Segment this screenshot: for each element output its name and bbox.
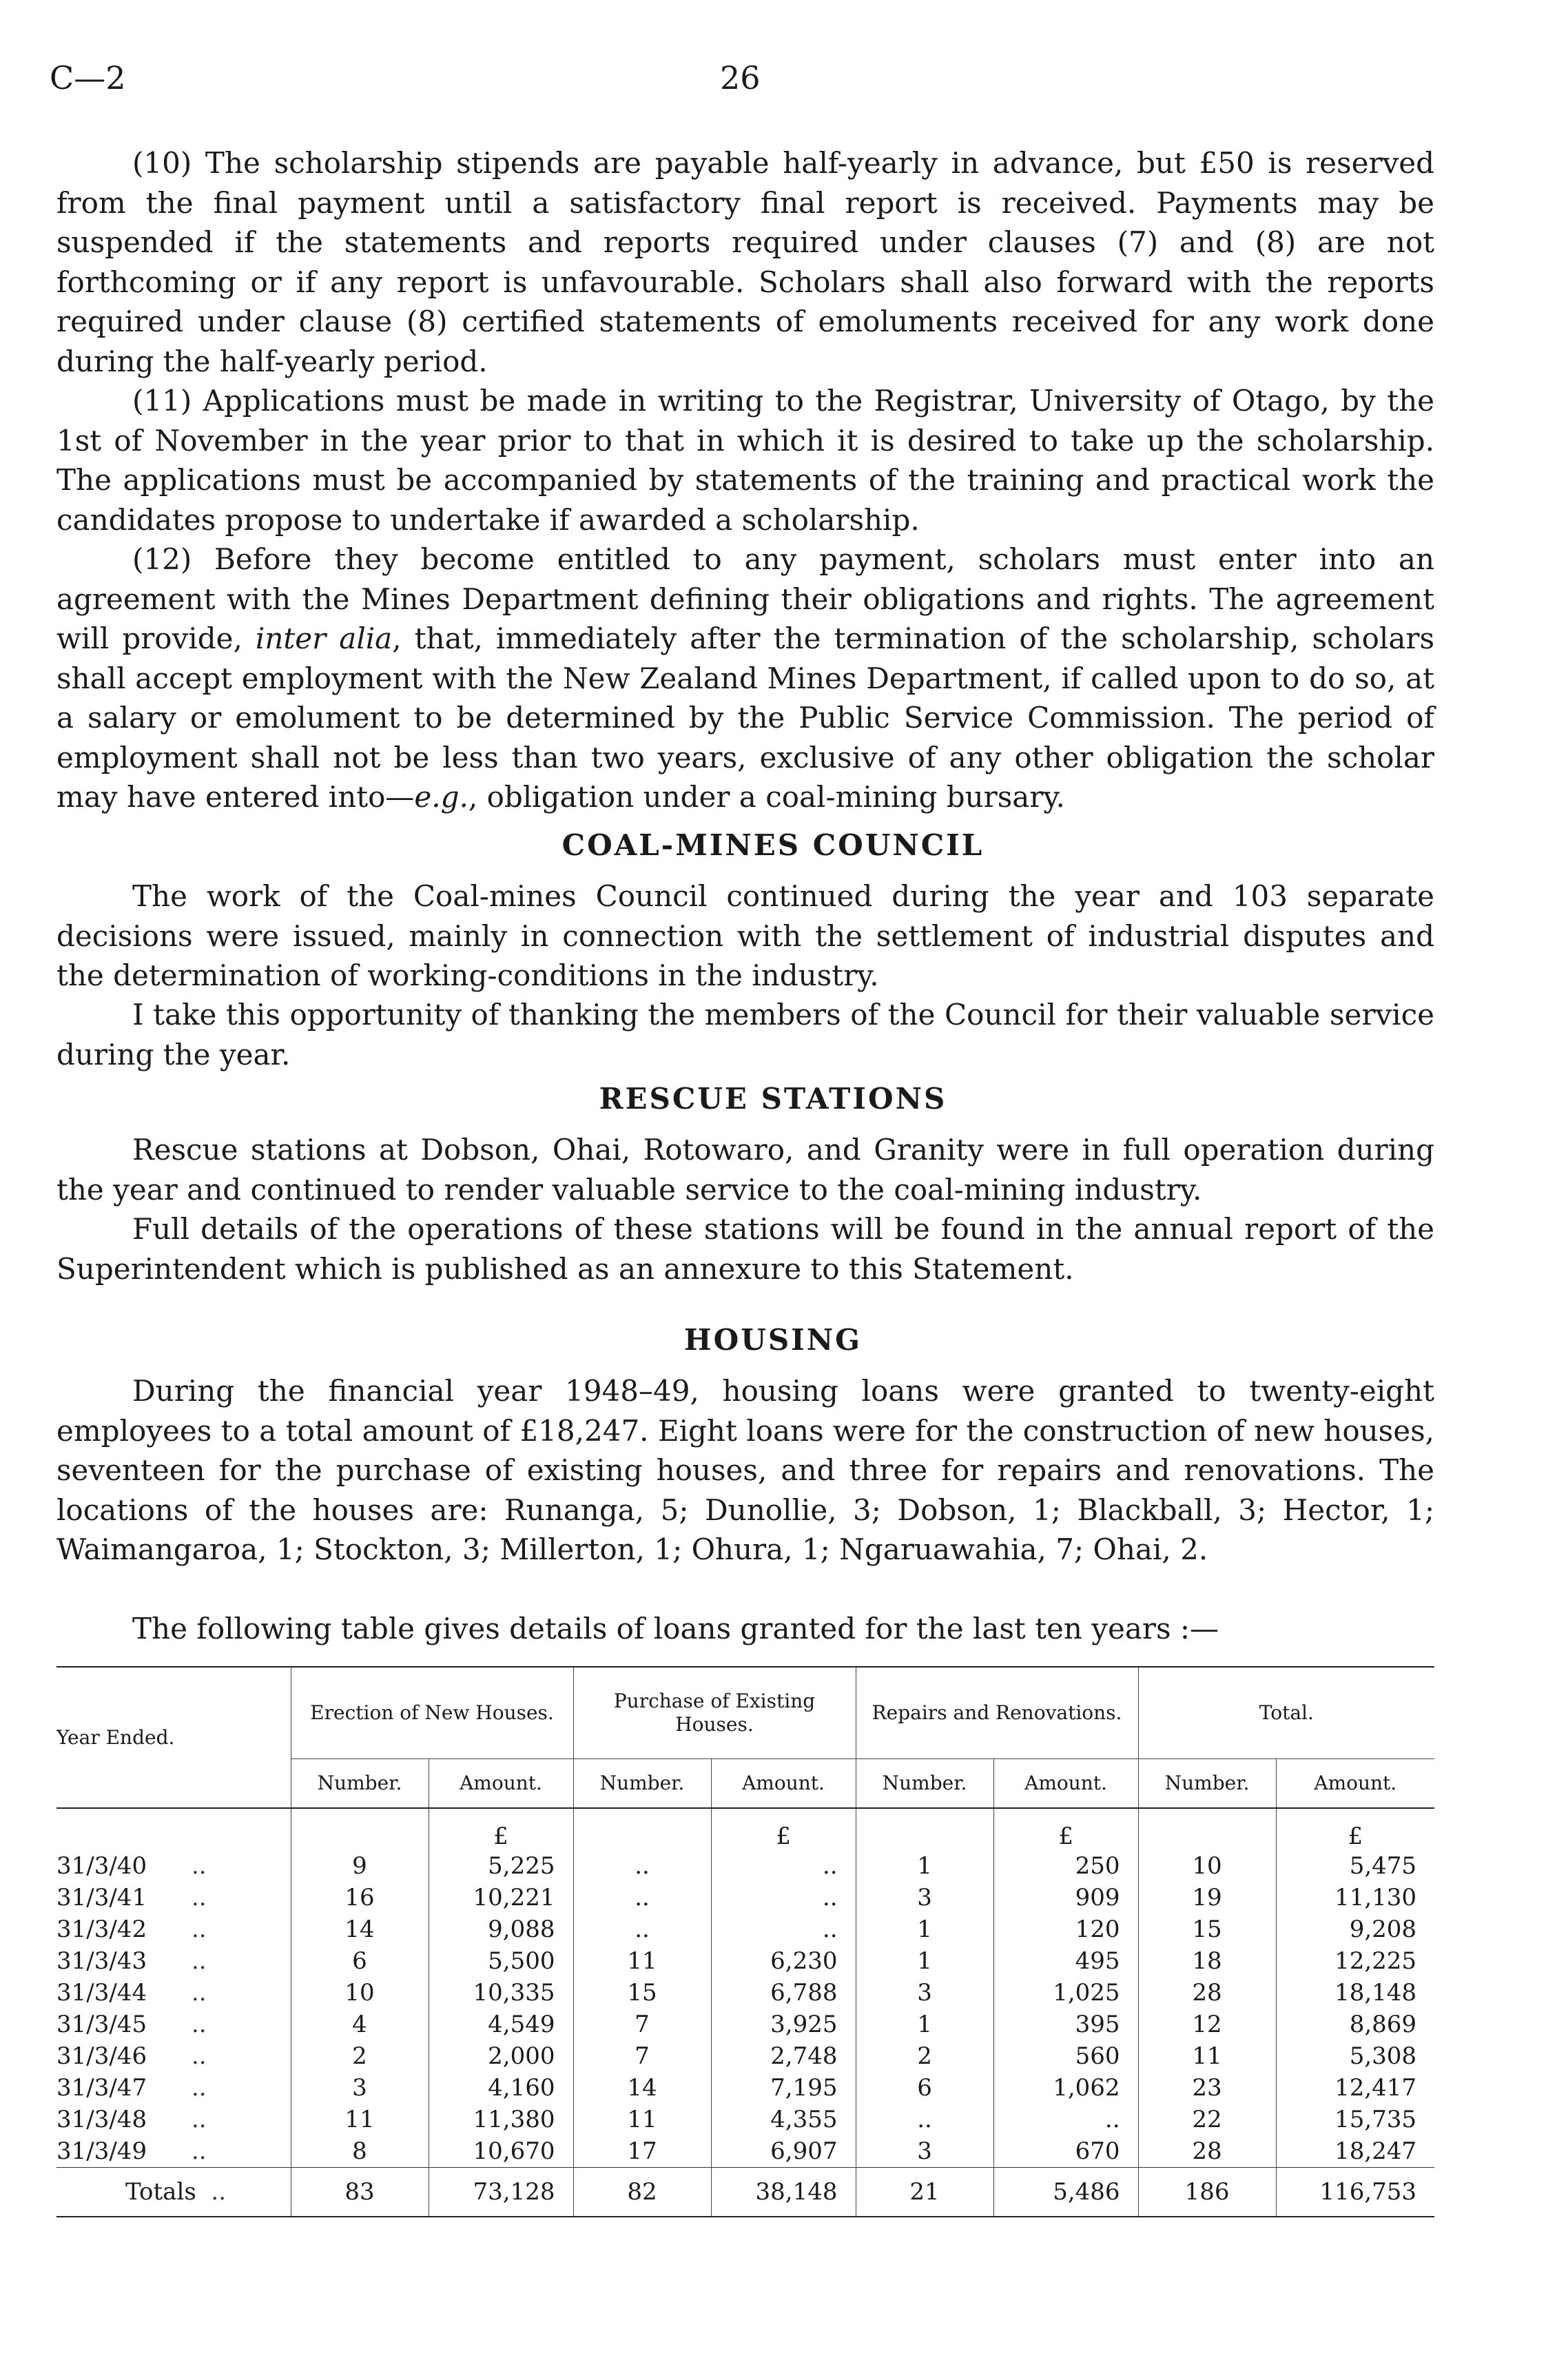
- table-cell: 3: [856, 1882, 993, 1914]
- year-ended-cell: 31/3/47: [56, 2074, 147, 2102]
- dot-leader: ..: [191, 2011, 207, 2038]
- table-row: [56, 1882, 1434, 1914]
- table-cell: 1: [856, 1914, 993, 1945]
- paragraph-12-part-a: (12) Before they become entitled to any payment, scholars must enter into an agreement with the Mines Department defining their obligations and rights. The agreement will provide,: [56, 542, 1434, 655]
- dot-leader: ..: [191, 1852, 207, 1880]
- table-cell: 4: [291, 2009, 429, 2040]
- currency-symbol: £: [429, 1808, 573, 1850]
- coal-paragraph-1: The work of the Coal-mines Council continued during the year and 103 separate decisions were issued, mainly in connection with the settlement of industrial disputes and the determination of working-conditions in the industry.: [56, 879, 1434, 992]
- table-row: [56, 2135, 1434, 2168]
- paragraph-12: [56, 540, 1434, 817]
- table-cell: 18,247: [1276, 2135, 1434, 2168]
- paragraph-12-part-b: , that, immediately after the termination of the scholarship, scholars shall accept employment with the New Zealand Mines Department, if called upon to do so, at a salary or emolument to be determined by the Public Service Commission. The period of employment shall not be less than two years, exclusive of any other obligation the scholar may have entered into—: [56, 622, 1435, 814]
- table-cell: 5,500: [429, 1945, 573, 1977]
- paragraph-10: (10) The scholarship stipends are payable half-yearly in advance, but £50 is reserved from the final payment until a satisfactory final report is received. Payments may be suspended if the statements and reports required under clauses (7) and (8) are not forthcoming or if any report is unfavourable. Scholars shall also forward with the reports required under clause (8) certified statements of emoluments received for any work done during the half-yearly period.: [56, 146, 1434, 378]
- year-ended-cell: 31/3/44: [56, 1979, 147, 2007]
- col-header-repairs: Repairs and Renovations.: [856, 1667, 1138, 1759]
- table-cell: 9,088: [429, 1914, 573, 1945]
- table-cell: 11: [573, 2104, 711, 2135]
- document-code: C—2: [50, 59, 126, 96]
- paragraph-12-part-c: , obligation under a coal-mining bursary.: [468, 780, 1065, 814]
- table-cell: 6: [291, 1945, 429, 1977]
- table-cell: 6: [856, 2072, 993, 2104]
- table-cell: 11: [573, 1945, 711, 1977]
- paragraph-12-eg: e.g.: [414, 780, 468, 814]
- table-cell: 250: [993, 1850, 1138, 1882]
- dot-leader: ..: [211, 2178, 227, 2206]
- table-row: [56, 2040, 1434, 2072]
- year-ended-cell: 31/3/43: [56, 1947, 147, 1975]
- dot-leader: ..: [191, 1916, 207, 1943]
- table-cell: 22: [1138, 2104, 1276, 2135]
- table-cell: ..: [711, 1882, 856, 1914]
- page-number: 26: [720, 59, 761, 96]
- table-cell: 6,230: [711, 1945, 856, 1977]
- table-cell: 560: [993, 2040, 1138, 2072]
- rescue-paragraph-2: Full details of the operations of these stations will be found in the annual report of the Superintendent which is published as an annexure to this Statement.: [56, 1212, 1434, 1286]
- table-cell: 10: [1138, 1850, 1276, 1882]
- table-cell: 3: [291, 2072, 429, 2104]
- table-cell: 7,195: [711, 2072, 856, 2104]
- table-cell: 12,225: [1276, 1945, 1434, 1977]
- table-cell: 1: [856, 2009, 993, 2040]
- rescue-paragraph-1: Rescue stations at Dobson, Ohai, Rotowaro, and Granity were in full operation during the year and continued to render valuable service to the coal-mining industry.: [56, 1133, 1434, 1207]
- dot-leader: ..: [191, 1947, 207, 1975]
- table-cell: 2: [291, 2040, 429, 2072]
- table-cell: 7: [573, 2009, 711, 2040]
- year-ended-cell: 31/3/49: [56, 2137, 147, 2165]
- year-ended-cell: 31/3/42: [56, 1916, 147, 1943]
- year-ended-cell: 31/3/41: [56, 1884, 147, 1911]
- table-cell: 11,380: [429, 2104, 573, 2135]
- year-ended-cell: 31/3/40: [56, 1852, 147, 1880]
- subheader-amount: Amount.: [1276, 1759, 1434, 1809]
- table-cell: 495: [993, 1945, 1138, 1977]
- table-row: [56, 1850, 1434, 1882]
- table-cell: 12: [1138, 2009, 1276, 2040]
- currency-symbol: £: [1276, 1808, 1434, 1850]
- heading-coal-mines-council: COAL-MINES COUNCIL: [561, 828, 985, 862]
- dot-leader: ..: [191, 2106, 207, 2133]
- dot-leader: ..: [191, 2074, 207, 2102]
- table-cell: 14: [573, 2072, 711, 2104]
- col-header-erection: Erection of New Houses.: [291, 1667, 573, 1759]
- table-cell: 8: [291, 2135, 429, 2168]
- dot-leader: ..: [191, 1979, 207, 2007]
- table-cell: 28: [1138, 1977, 1276, 2009]
- table-cell: 19: [1138, 1882, 1276, 1914]
- table-cell: 5,225: [429, 1850, 573, 1882]
- totals-cell: 186: [1138, 2168, 1276, 2217]
- year-ended-cell: 31/3/45: [56, 2011, 147, 2038]
- table-cell: 18,148: [1276, 1977, 1434, 2009]
- table-cell: 11: [291, 2104, 429, 2135]
- totals-cell: 82: [573, 2168, 711, 2217]
- table-cell: 670: [993, 2135, 1138, 2168]
- totals-cell: 73,128: [429, 2168, 573, 2217]
- table-cell: ..: [573, 1882, 711, 1914]
- table-row: [56, 2009, 1434, 2040]
- totals-cell: 21: [856, 2168, 993, 2217]
- table-cell: 2: [856, 2040, 993, 2072]
- table-cell: 120: [993, 1914, 1138, 1945]
- currency-symbol: £: [711, 1808, 856, 1850]
- table-cell: 15: [573, 1977, 711, 2009]
- table-cell: 17: [573, 2135, 711, 2168]
- table-cell: 7: [573, 2040, 711, 2072]
- totals-label: Totals: [125, 2178, 196, 2206]
- table-cell: 11: [1138, 2040, 1276, 2072]
- table-cell: 3,925: [711, 2009, 856, 2040]
- table-cell: 9,208: [1276, 1914, 1434, 1945]
- table-cell: 8,869: [1276, 2009, 1434, 2040]
- col-header-total: Total.: [1138, 1667, 1434, 1759]
- dot-leader: ..: [191, 2042, 207, 2070]
- table-cell: 5,475: [1276, 1850, 1434, 1882]
- table-cell: ..: [711, 1850, 856, 1882]
- currency-symbol: £: [993, 1808, 1138, 1850]
- table-cell: 1,062: [993, 2072, 1138, 2104]
- totals-row: [56, 2168, 1434, 2217]
- table-cell: 1,025: [993, 1977, 1138, 2009]
- table-cell: 2,000: [429, 2040, 573, 2072]
- table-cell: ..: [573, 1914, 711, 1945]
- table-cell: 15: [1138, 1914, 1276, 1945]
- table-cell: 3: [856, 1977, 993, 2009]
- table-cell: ..: [856, 2104, 993, 2135]
- table-cell: 18: [1138, 1945, 1276, 1977]
- table-cell: 6,788: [711, 1977, 856, 2009]
- table-cell: 4,355: [711, 2104, 856, 2135]
- table-row: [56, 2072, 1434, 2104]
- table-cell: 9: [291, 1850, 429, 1882]
- subheader-number: Number.: [573, 1759, 711, 1809]
- subheader-amount: Amount.: [711, 1759, 856, 1809]
- table-cell: 15,735: [1276, 2104, 1434, 2135]
- year-ended-cell: 31/3/48: [56, 2106, 147, 2133]
- paragraph-11: (11) Applications must be made in writing to the Registrar, University of Otago, by the 1st of November in the year prior to that in which it is desired to take up the scholarship. The applications must be accompanied by statements of the training and practical work the candidates propose to undertake if awarded a scholarship.: [56, 384, 1434, 537]
- subheader-amount: Amount.: [429, 1759, 573, 1809]
- subheader-number: Number.: [291, 1759, 429, 1809]
- table-cell: 23: [1138, 2072, 1276, 2104]
- table-cell: 16: [291, 1882, 429, 1914]
- table-cell: 3: [856, 2135, 993, 2168]
- totals-cell: 5,486: [993, 2168, 1138, 2217]
- table-cell: 395: [993, 2009, 1138, 2040]
- subheader-number: Number.: [1138, 1759, 1276, 1809]
- housing-loans-table: [56, 1666, 1434, 2217]
- currency-row: [56, 1808, 1434, 1850]
- table-row: [56, 1914, 1434, 1945]
- table-cell: 5,308: [1276, 2040, 1434, 2072]
- table-cell: ..: [993, 2104, 1138, 2135]
- table-row: [56, 1945, 1434, 1977]
- col-header-year: Year Ended.: [56, 1667, 291, 1808]
- totals-cell: 116,753: [1276, 2168, 1434, 2217]
- table-cell: 2,748: [711, 2040, 856, 2072]
- table-cell: 10,221: [429, 1882, 573, 1914]
- housing-paragraph-1: During the financial year 1948–49, housing loans were granted to twenty-eight employees to a total amount of £18,247. Eight loans were for the construction of new houses, seventeen for the purchase of existing houses, and three for repairs and renovations. The locations of the houses are: Runanga, 5; Dunollie, 3; Dobson, 1; Blackball, 3; Hector, 1; Waimangaroa, 1; Stockton, 3; Millerton, 1; Ohura, 1; Ngaruawahia, 7; Ohai, 2.: [56, 1374, 1434, 1566]
- table-cell: 4,160: [429, 2072, 573, 2104]
- table-cell: 6,907: [711, 2135, 856, 2168]
- coal-paragraph-2: I take this opportunity of thanking the members of the Council for their valuable service during the year.: [56, 998, 1434, 1071]
- table-row: [56, 1977, 1434, 2009]
- heading-housing: HOUSING: [683, 1323, 863, 1357]
- housing-paragraph-2: The following table gives details of loans granted for the last ten years :—: [132, 1612, 1219, 1645]
- subheader-number: Number.: [856, 1759, 993, 1809]
- table-cell: 12,417: [1276, 2072, 1434, 2104]
- table-cell: 14: [291, 1914, 429, 1945]
- dot-leader: ..: [191, 2137, 207, 2165]
- table-cell: 10,335: [429, 1977, 573, 2009]
- col-header-purchase: Purchase of Existing Houses.: [573, 1667, 856, 1759]
- table-cell: 10: [291, 1977, 429, 2009]
- table-cell: 4,549: [429, 2009, 573, 2040]
- year-ended-cell: 31/3/46: [56, 2042, 147, 2070]
- totals-cell: 83: [291, 2168, 429, 2217]
- table-row: [56, 2104, 1434, 2135]
- table-cell: 28: [1138, 2135, 1276, 2168]
- heading-rescue-stations: RESCUE STATIONS: [599, 1082, 947, 1116]
- table-cell: 1: [856, 1850, 993, 1882]
- paragraph-12-italic: inter alia: [255, 622, 393, 655]
- table-cell: ..: [573, 1850, 711, 1882]
- totals-cell: 38,148: [711, 2168, 856, 2217]
- table-cell: ..: [711, 1914, 856, 1945]
- dot-leader: ..: [191, 1884, 207, 1911]
- table-cell: 11,130: [1276, 1882, 1434, 1914]
- table-cell: 1: [856, 1945, 993, 1977]
- table-cell: 10,670: [429, 2135, 573, 2168]
- table-cell: 909: [993, 1882, 1138, 1914]
- subheader-amount: Amount.: [993, 1759, 1138, 1809]
